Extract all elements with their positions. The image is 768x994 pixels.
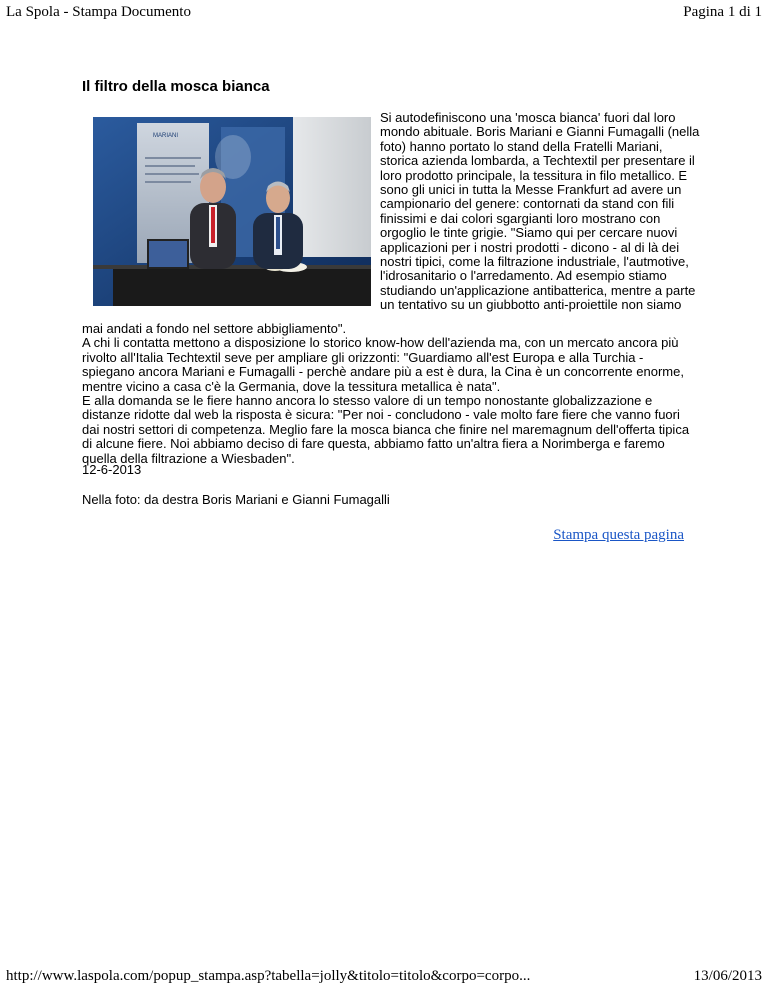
page-indicator: Pagina 1 di 1 [683, 4, 762, 20]
article-intro: Si autodefiniscono una 'mosca bianca' fuori dal loro mondo abituale. Boris Mariani e Gianni Fumagalli (nella foto) hanno portato lo stand della Fratelli Mariani, storica azienda lombarda, a Techtextil per presentare il loro prodotto principale, la tessitura in filo metallico. E sono gli unici in tutta la Messe Frankfurt ad avere un campionario del genere: contornati da stand con fili finissimi e dai colori sgargianti loro mostrano con orgoglio le tinte grigie. "Siamo qui per cercare nuovi applicazioni per i nostri prodotti - dicono - al di là dei nostri tipici, come la filtrazione industriale, l'autmotive, l'idrosanitario o l'arredamento. Ad esempio stiamo studiando un'applicazione antibatterica, mentre a parte un tentativo su un giubbotto anti-proiettile non siamo [380, 110, 700, 313]
print-page-link[interactable]: Stampa questa pagina [553, 527, 684, 543]
print-date: 13/06/2013 [693, 968, 762, 984]
document-title: La Spola - Stampa Documento [6, 4, 191, 20]
photo-banner-text: MARIANI [153, 133, 179, 139]
article-paragraph: A chi li contatta mettono a disposizione lo storico know-how dell'azienda ma, con un mercato ancora più rivolto all'Italia Techtextil seve per ampliare gli orizzonti: "Guardiamo all'est Europa e alla Turchia - spiegano ancora Mariani e Fumagalli - perchè andare più a est è dura, la Cina è un concorrente enorme, mentre vicino a casa c'è la Germania, dove la tessitura metallica è nata". [82, 335, 684, 394]
article-photo [93, 117, 371, 306]
page-url: http://www.laspola.com/popup_stampa.asp?tabella=jolly&titolo=titolo&corpo=corpo... [6, 968, 531, 984]
article-title: Il filtro della mosca bianca [82, 78, 270, 95]
photo-caption: Nella foto: da destra Boris Mariani e Gianni Fumagalli [82, 492, 390, 507]
article-paragraph: E alla domanda se le fiere hanno ancora lo stesso valore di un tempo nonostante globalizzazione e distanze ridotte dal web la risposta è sicura: "Per noi - concludono - vale molto fare fiere che vanno fuori dai nostri settori di competenza. Meglio fare la mosca bianca che finire nel maremagnum dell'offerta tipica di alcune fiere. Noi abbiamo deciso di fare questa, abbiamo fatto un'altra fiera a Norimberga e faremo quella della filtrazione a Wiesbaden". [82, 393, 690, 466]
article-date: 12-6-2013 [82, 462, 142, 477]
article-paragraph: mai andati a fondo nel settore abbigliamento". [82, 321, 347, 336]
article-body [82, 322, 696, 466]
